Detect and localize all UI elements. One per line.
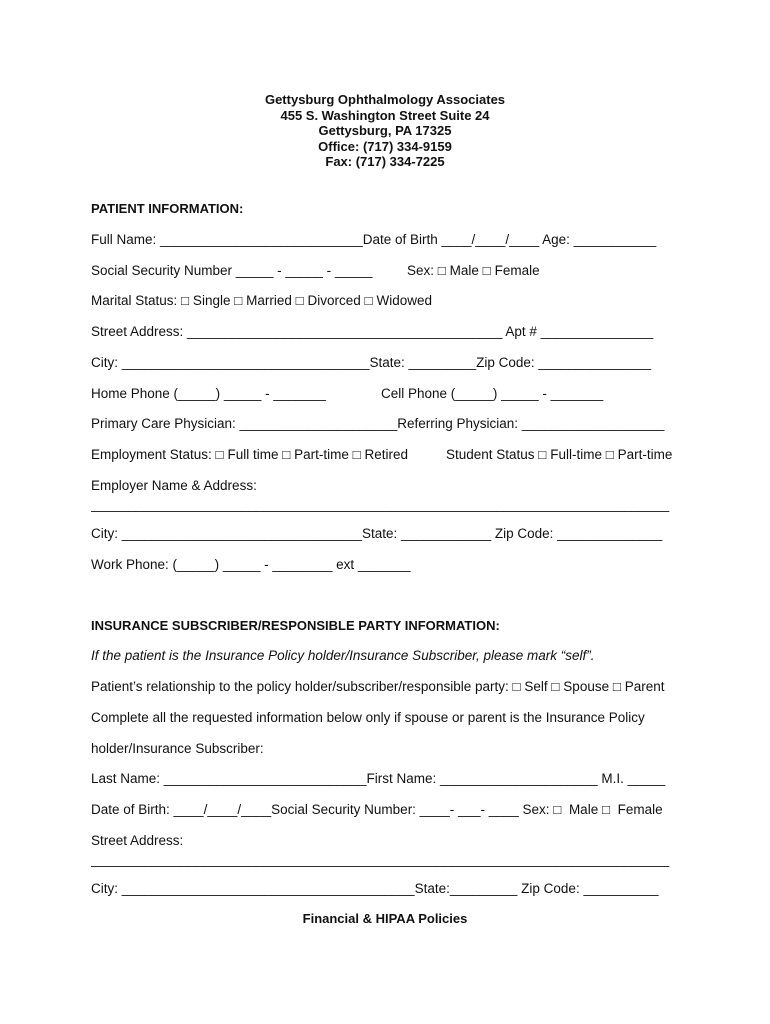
insurance-section-title: INSURANCE SUBSCRIBER/RESPONSIBLE PARTY INFORMATION: <box>91 618 500 633</box>
patient-address-field[interactable]: Street Address: __________________________________________ Apt # _______________ <box>91 324 654 339</box>
patient-employment-field[interactable]: Employment Status: □ Full time □ Part-time □ Retired <box>91 447 409 462</box>
patient-name-field[interactable]: Full Name: ___________________________Date of Birth ____/____/____ Age: ___________ <box>91 232 657 247</box>
practice-street: 455 S. Washington Street Suite 24 <box>280 108 490 123</box>
insurance-address-label: Street Address: <box>91 833 184 848</box>
patient-sex-field[interactable]: Sex: □ Male □ Female <box>407 263 540 278</box>
patient-work-phone-field[interactable]: Work Phone: (_____) _____ - ________ ext _______ <box>91 557 411 572</box>
insurance-instructions-2: holder/Insurance Subscriber: <box>91 741 264 756</box>
practice-name: Gettysburg Ophthalmology Associates <box>264 92 506 107</box>
patient-city-field[interactable]: City: _________________________________State: _________Zip Code: _______________ <box>91 355 652 370</box>
insurance-instructions-1: Complete all the requested information below only if spouse or parent is the Insurance Policy <box>91 710 645 725</box>
patient-home-phone-field[interactable]: Home Phone (_____) _____ - _______ <box>91 386 326 401</box>
patient-marital-field[interactable]: Marital Status: □ Single □ Married □ Divorced □ Widowed <box>91 293 432 308</box>
patient-physician-field[interactable]: Primary Care Physician: _____________________Referring Physician: ___________________ <box>91 416 665 431</box>
insurance-city-field[interactable]: City: _______________________________________State:_________ Zip Code: __________ <box>91 881 659 896</box>
patient-section-title: PATIENT INFORMATION: <box>91 201 244 216</box>
insurance-name-field[interactable]: Last Name: ___________________________First Name: _____________________ M.I. _____ <box>91 771 666 786</box>
practice-city: Gettysburg, PA 17325 <box>318 123 452 138</box>
insurance-address-field[interactable]: _____________________________________________________________________________ <box>91 852 670 867</box>
patient-student-field[interactable]: Student Status □ Full-time □ Part-time <box>446 447 673 462</box>
practice-fax: Fax: (717) 334-7225 <box>325 154 445 169</box>
insurance-self-note: If the patient is the Insurance Policy holder/Insurance Subscriber, please mark “self”. <box>91 648 595 663</box>
patient-employer-field[interactable]: _____________________________________________________________________________ <box>91 497 670 512</box>
insurance-relationship-field[interactable]: Patient’s relationship to the policy holder/subscriber/responsible party: □ Self □ Spouse □ Parent <box>91 679 665 694</box>
policies-title: Financial & HIPAA Policies <box>302 911 468 926</box>
patient-employer-label: Employer Name & Address: <box>91 478 257 493</box>
patient-employer-city-field[interactable]: City: ________________________________State: ____________ Zip Code: ______________ <box>91 526 663 541</box>
insurance-dob-field[interactable]: Date of Birth: ____/____/____Social Security Number: ____- ___- ____ Sex: □ Male □ Female <box>91 802 663 817</box>
patient-cell-phone-field[interactable]: Cell Phone (_____) _____ - _______ <box>381 386 604 401</box>
practice-office-phone: Office: (717) 334-9159 <box>318 139 452 154</box>
patient-ssn-field[interactable]: Social Security Number _____ - _____ - _____ <box>91 263 373 278</box>
